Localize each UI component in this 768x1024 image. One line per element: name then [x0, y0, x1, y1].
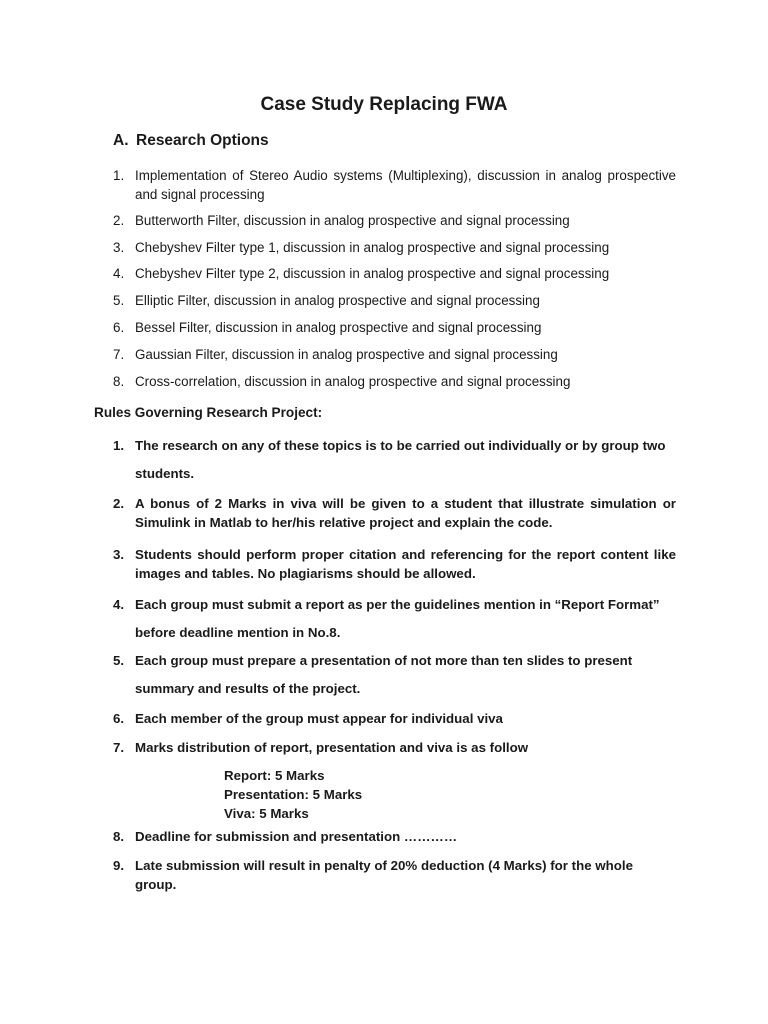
list-item-number: 2.: [113, 213, 125, 228]
list-item-number: 7.: [113, 347, 125, 362]
marks-presentation: Presentation: 5 Marks: [224, 787, 363, 802]
list-item-number: 3.: [113, 240, 125, 255]
section-a-heading: [113, 132, 269, 150]
list-item-text: Gaussian Filter, discussion in analog prospective and signal processing: [135, 347, 558, 362]
list-item-number: 1.: [113, 438, 125, 453]
document-title: Case Study Replacing FWA: [260, 94, 508, 115]
list-item-number: 5.: [113, 293, 125, 308]
list-item-text: Chebyshev Filter type 1, discussion in analog prospective and signal processing: [135, 240, 610, 255]
list-item-number: 7.: [113, 740, 125, 755]
rules-heading: Rules Governing Research Project:: [94, 405, 323, 420]
section-a-title: Research Options: [136, 132, 269, 149]
list-item-text: Implementation of Stereo Audio systems (Multiplexing), discussion in analog prospective and signal processing: [135, 168, 676, 202]
list-item-text: Deadline for submission and presentation …………: [135, 829, 458, 844]
list-item-number: 4.: [113, 266, 125, 281]
list-item-text: Cross-correlation, discussion in analog prospective and signal processing: [135, 374, 571, 389]
list-item-text: Each member of the group must appear for individual viva: [135, 711, 503, 726]
list-item-text: Each group must submit a report as per the guidelines mention in “Report Format” before deadline mention in No.8.: [135, 597, 660, 640]
list-item-text: The research on any of these topics is to be carried out individually or by group two students.: [135, 438, 666, 481]
list-item-text: Chebyshev Filter type 2, discussion in analog prospective and signal processing: [135, 266, 610, 281]
marks-viva: Viva: 5 Marks: [224, 806, 309, 821]
list-item-text: A bonus of 2 Marks in viva will be given to a student that illustrate simulation or Simulink in Matlab to her/his relative project and explain the code.: [135, 496, 676, 530]
marks-distribution: [224, 766, 362, 823]
list-item-text: Butterworth Filter, discussion in analog prospective and signal processing: [135, 213, 570, 228]
list-item-text: Students should perform proper citation and referencing for the report content like images and tables. No plagiarisms should be allowed.: [135, 547, 676, 581]
list-item-text: Elliptic Filter, discussion in analog prospective and signal processing: [135, 293, 540, 308]
list-item-text: Bessel Filter, discussion in analog prospective and signal processing: [135, 320, 542, 335]
list-item-number: 5.: [113, 653, 125, 668]
list-item-text: Marks distribution of report, presentation and viva is as follow: [135, 740, 529, 755]
marks-report: Report: 5 Marks: [224, 768, 325, 783]
list-item-number: 6.: [113, 711, 125, 726]
list-item-number: 6.: [113, 320, 125, 335]
list-item-number: 3.: [113, 547, 125, 562]
list-item-number: 8.: [113, 374, 125, 389]
list-item-number: 2.: [113, 496, 125, 511]
list-item-number: 8.: [113, 829, 125, 844]
list-item-number: 1.: [113, 168, 125, 183]
list-item-number: 9.: [113, 858, 125, 873]
list-item-text: Late submission will result in penalty of 20% deduction (4 Marks) for the whole group.: [135, 858, 633, 892]
section-a-letter: A.: [113, 132, 129, 149]
list-item-text: Each group must prepare a presentation of not more than ten slides to present summary and results of the project.: [135, 653, 633, 696]
list-item-number: 4.: [113, 597, 125, 612]
